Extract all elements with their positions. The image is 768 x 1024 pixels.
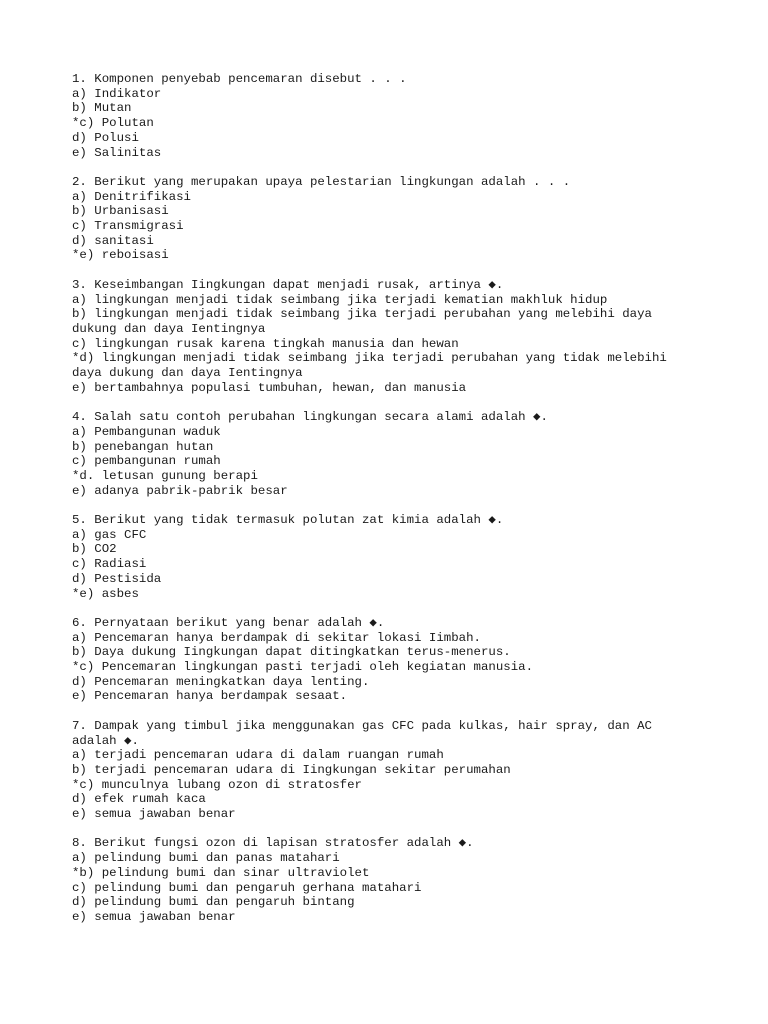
answer-option: a) Pencemaran hanya berdampak di sekitar lokasi Iimbah.: [72, 630, 481, 645]
answer-option: e) bertambahnya populasi tumbuhan, hewan, dan manusia: [72, 380, 467, 395]
answer-option: d) Polusi: [72, 130, 139, 145]
answer-option: b) lingkungan menjadi tidak seimbang jika terjadi perubahan yang melebihi daya: [72, 307, 652, 322]
question-text: 6. Pernyataan berikut yang benar adalah ◆.: [72, 615, 385, 630]
answer-option-correct: *d. letusan gunung berapi: [72, 468, 258, 483]
answer-option: c) lingkungan rusak karena tingkah manusia dan hewan: [72, 336, 459, 351]
answer-option: d) pelindung bumi dan pengaruh bintang: [72, 895, 355, 910]
answer-option-correct: *b) pelindung bumi dan sinar ultraviolet: [72, 865, 370, 880]
answer-option: b) Mutan: [72, 101, 132, 116]
answer-option: b) penebangan hutan: [72, 439, 214, 454]
answer-option-correct: *e) asbes: [72, 586, 139, 601]
answer-option-continuation: daya dukung dan daya Ientingnya: [72, 366, 303, 381]
question-text-continuation: adalah ◆.: [72, 733, 139, 748]
answer-option-correct: *c) Polutan: [72, 116, 154, 131]
answer-option: a) Denitrifikasi: [72, 189, 191, 204]
answer-option-continuation: dukung dan daya Ientingnya: [72, 321, 266, 336]
answer-option: e) Salinitas: [72, 145, 162, 160]
answer-option: a) pelindung bumi dan panas matahari: [72, 851, 340, 866]
answer-option: b) terjadi pencemaran udara di Iingkungan sekitar perumahan: [72, 762, 511, 777]
answer-option: b) Urbanisasi: [72, 204, 169, 219]
answer-option: c) Radiasi: [72, 557, 147, 572]
question-block-8: [72, 836, 752, 924]
question-text: 1. Komponen penyebab pencemaran disebut . . .: [72, 72, 407, 86]
answer-option-correct: *d) lingkungan menjadi tidak seimbang jika terjadi perubahan yang tidak melebihi: [72, 351, 667, 366]
answer-option: c) pembangunan rumah: [72, 454, 221, 469]
answer-option: b) Daya dukung Iingkungan dapat ditingkatkan terus-menerus.: [72, 645, 511, 660]
answer-option: e) semua jawaban benar: [72, 909, 236, 924]
answer-option-correct: *c) munculnya lubang ozon di stratosfer: [72, 777, 362, 792]
question-block-1: [72, 72, 752, 160]
answer-option-correct: *e) reboisasi: [72, 248, 169, 263]
answer-option: d) sanitasi: [72, 233, 154, 248]
document-page: [72, 72, 752, 939]
question-block-3: [72, 278, 752, 396]
answer-option: b) CO2: [72, 542, 117, 557]
answer-option: a) terjadi pencemaran udara di dalam ruangan rumah: [72, 748, 444, 763]
question-block-2: [72, 175, 752, 263]
answer-option: d) Pestisida: [72, 571, 162, 586]
question-block-7: [72, 719, 752, 822]
answer-option: d) efek rumah kaca: [72, 792, 206, 807]
answer-option: c) Transmigrasi: [72, 219, 184, 234]
answer-option: d) Pencemaran meningkatkan daya lenting.: [72, 674, 370, 689]
question-text: 4. Salah satu contoh perubahan lingkungan secara alami adalah ◆.: [72, 410, 548, 425]
answer-option: a) lingkungan menjadi tidak seimbang jika terjadi kematian makhluk hidup: [72, 292, 608, 307]
answer-option: a) Pembangunan waduk: [72, 424, 221, 439]
answer-option: a) gas CFC: [72, 527, 147, 542]
answer-option: e) semua jawaban benar: [72, 807, 236, 822]
answer-option-correct: *c) Pencemaran lingkungan pasti terjadi oleh kegiatan manusia.: [72, 660, 534, 675]
question-text: 3. Keseimbangan Iingkungan dapat menjadi rusak, artinya ◆.: [72, 277, 504, 292]
answer-option: c) pelindung bumi dan pengaruh gerhana matahari: [72, 880, 422, 895]
question-text: 7. Dampak yang timbul jika menggunakan gas CFC pada kulkas, hair spray, dan AC: [72, 718, 652, 733]
question-block-4: [72, 410, 752, 498]
answer-option: e) Pencemaran hanya berdampak sesaat.: [72, 689, 348, 704]
question-text: 8. Berikut fungsi ozon di lapisan stratosfer adalah ◆.: [72, 836, 474, 851]
question-block-5: [72, 513, 752, 601]
question-text: 2. Berikut yang merupakan upaya pelestarian lingkungan adalah . . .: [72, 174, 571, 189]
answer-option: e) adanya pabrik-pabrik besar: [72, 483, 288, 498]
answer-option: a) Indikator: [72, 86, 162, 101]
question-text: 5. Berikut yang tidak termasuk polutan zat kimia adalah ◆.: [72, 513, 504, 528]
question-block-6: [72, 616, 752, 704]
